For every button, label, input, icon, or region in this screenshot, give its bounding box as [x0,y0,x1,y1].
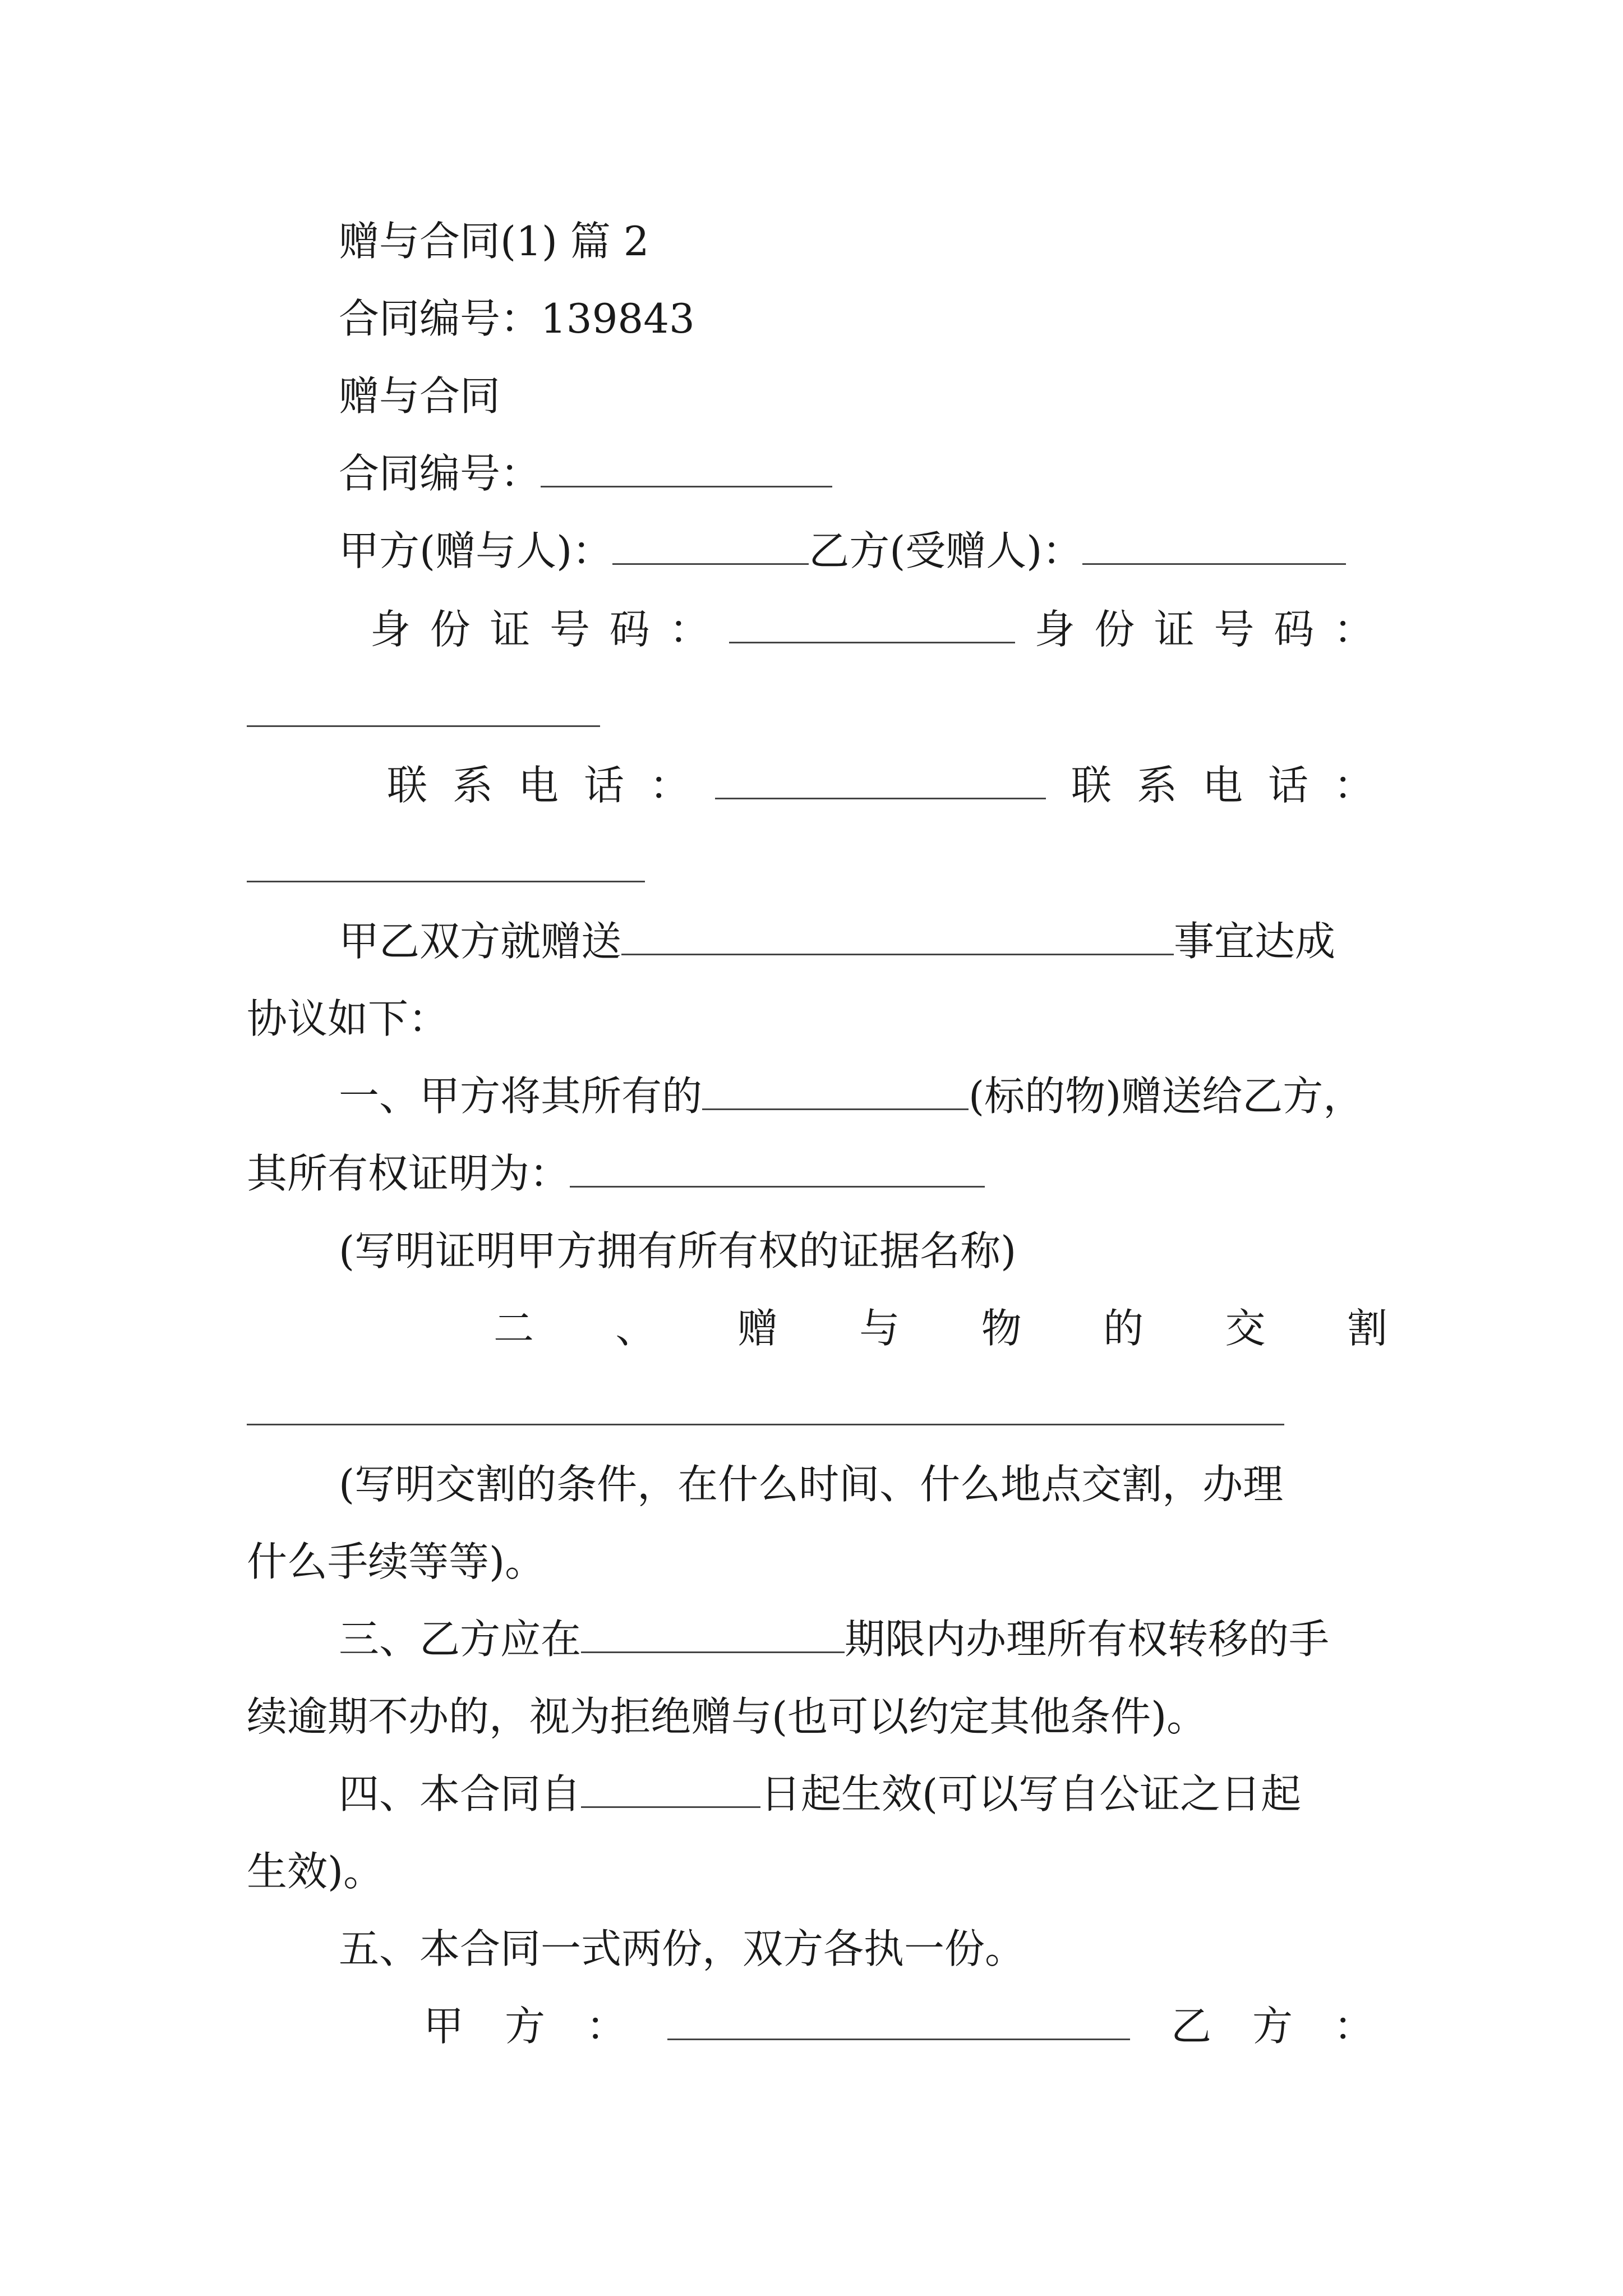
clause-4-line-2: 生效)。 [247,1848,384,1895]
clause-3-line-2: 续逾期不办的，视为拒绝赠与(也可以约定其他条件)。 [247,1693,1207,1740]
donee-blank [1082,530,1346,565]
id-number-blank-a [729,608,1015,643]
agreement-line-2: 协议如下： [247,995,449,1042]
subject-matter-blank [702,1075,969,1110]
clause-1-note: (写明证明甲方拥有所有权的证据名称) [339,1227,1017,1274]
transfer-period-blank [581,1618,845,1653]
parties-line: 甲方(赠与人)： 乙方(受赠人)： [339,523,1387,579]
clause-3-line: 三、乙方应在 期限内办理所有权转移的手 [339,1616,1330,1663]
gift-matter-blank [621,920,1174,955]
agreement-line: 甲乙双方就赠送 事宜达成 [339,918,1336,965]
delivery-blank [247,1424,1284,1425]
clause-2-heading: 二 、 赠 与 物 的 交 割 [494,1305,1387,1352]
id-number-line: 身 份 证 号 码 ： 身 份 证 号 码 ： [370,606,1374,653]
clause-2-note-2: 什么手续等等)。 [247,1538,546,1585]
clause-1-line: 一、甲方将其所有的 (标的物)赠送给乙方， [339,1073,1364,1120]
contract-number-blank [541,452,832,487]
clause-4-line: 四、本合同自 日起生效(可以写自公证之日起 [339,1770,1302,1818]
party-a-signature-blank [667,2005,1130,2040]
signature-line: 甲 方 ： 乙 方 ： [423,2003,1374,2050]
donor-blank [612,530,809,565]
doc-title: 赠与合同 [339,372,501,420]
doc-heading: 赠与合同(1) 篇 2 [339,218,649,265]
phone-blank-a [715,764,1046,799]
contract-number-filled: 合同编号：139843 [339,295,695,342]
phone-blank-b [247,881,645,882]
effective-date-blank [581,1773,760,1808]
contract-number-line: 合同编号： [339,445,1387,501]
clause-2-note: (写明交割的条件，在什么时间、什么地点交割，办理 [339,1461,1284,1508]
phone-line: 联 系 电 话 ： 联 系 电 话 ： [387,762,1374,809]
clause-1-line-2: 其所有权证明为： [247,1145,1387,1202]
id-number-blank-b [247,725,600,727]
clause-5-line: 五、本合同一式两份，双方各执一份。 [339,1925,1026,1972]
ownership-proof-blank [570,1152,985,1188]
